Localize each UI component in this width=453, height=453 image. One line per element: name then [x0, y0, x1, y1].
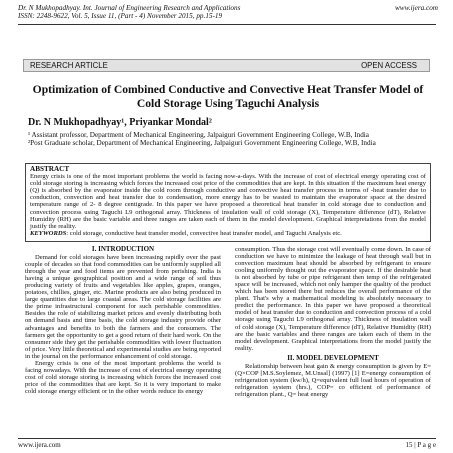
- right-column: [235, 246, 431, 398]
- footer-page-number: 15 | P a g e: [405, 441, 436, 449]
- footer-site[interactable]: www.ijera.com: [18, 441, 61, 449]
- keywords-label: KEYWORDS: [30, 229, 67, 237]
- introduction-paragraph-2: Energy crisis is one of the most important problems the world is facing nowadays. With the increase of cost of electrical energy operating cost of cold storage storing is increasing which forces the increased cost price of the commodities that are kept. So it is very important to make cold storage energy efficient or in the other words reduce its energy: [25, 359, 221, 395]
- paper-title: Optimization of Combined Conductive and Convective Heat Transfer Model of Cold Storage Using Taguchi Analysis: [32, 83, 424, 110]
- model-development-heading: II. MODEL DEVELOPMENT: [287, 353, 379, 362]
- banner-research-article: RESEARCH ARTICLE: [30, 61, 108, 70]
- paper-authors: Dr. N Mukhopadhyay¹, Priyankar Mondal²: [28, 117, 212, 128]
- model-development-paragraph: Relationship between heat gain & energy consumption is given by E= (Q×COP [M.S.Soylemez, M.Unsal] (1997) [1] E=energy consumption of refrigeration system (kw/h), Q=equivalent full load hours of operation of refrigeration system (hrs.), COP= co efficient of performance of refrigeration plant., Q= heat energy: [235, 362, 431, 398]
- affiliations: [28, 131, 428, 148]
- abstract-body: Energy crisis is one of the most important problems the world is facing now-a-days. With the increase of cost of electrical energy operating cost of cold storage storing is increasing which forces the increased cost price of the commodities that are kept. In this situation if the maximum heat energy (Q) is absorbed by the evaporator inside the cold room through conductive and convective heat transfer process in terms of -heat transfer due to conduction, convection and heat transfer due to condensation, more energy has to be wasted to maintain the evaporator space at the desired temperature range of 2- 8 degree centigrade. In this paper we have proposed a theoretical heat transfer in cold storage due to conduction and convection process using Taguchi L9 orthogonal array. Thickness of insulation wall of cold storage (X), Temperature difference (dT), Relative Humidity (RH) are the basic variable and three ranges are taken each of them in the model development. Graphical interpretations from the model justify the reality.: [30, 173, 426, 230]
- affiliation-2: ²Post Graduate scholar, Department of Mechanical Engineering, Jalpaiguri Government Engineering College, W.B, India: [28, 139, 376, 148]
- keywords-text: : cold storage, conductive heat transfer model, convective heat transfer model, and Taguchi Analysis etc.: [66, 229, 342, 237]
- article-type-banner: [23, 59, 430, 72]
- keywords-line: [30, 230, 426, 237]
- introduction-heading: I. INTRODUCTION: [91, 245, 155, 253]
- banner-open-access: OPEN ACCESS: [361, 61, 417, 70]
- header-issn: ISSN: 2248-9622, Vol. 5, Issue 11, (Part - 4) November 2015, pp.15-19: [18, 12, 223, 20]
- abstract-heading: ABSTRACT: [30, 165, 70, 173]
- introduction-paragraph-1: Demand for cold storages have been increasing rapidly over the past couple of decades so that food commodities can be uniformly supplied all through the year and food items are prevented from perishing. India is having a unique geographical position and a wide range of soil thus producing variety of fruits and vegetables like apples, grapes, oranges, potatoes, chillies, ginger, etc. Marine products are also being produced in large quantities due to large coastal areas. The cold storage facilities are the prime infrastructural component for such perishable commodities. Besides the role of stabilizing market prices and evenly distributing both on demand basis and time basis, the cold storage industry provide other advantages and benefits to both the farmers and the consumers. The farmers get the opportunity to get a good return of their hard work. On the consumer side they get the perishable commodities with lower fluctuation of price. Very little theoretical and experimental studies are being reported in the journal on the performance enhancement of cold storage.: [25, 254, 221, 360]
- running-header: [18, 4, 438, 20]
- page-footer: [18, 438, 436, 449]
- header-citation: Dr. N Mukhopadhyay. Int. Journal of Engineering Research and Applications: [18, 4, 241, 12]
- header-rule: [18, 24, 436, 25]
- introduction-continued: consumption. Thus the storage cost will eventually come down. In case of conduction we have to minimize the leakage of heat through wall but in convection maximum heat should be absorbed by refrigerant to ensure cooling uniformly thought out the evaporator space. If the desirable heat is not absorbed by tube or pipe refrigerant then temp of the refrigerated space will be increased, which not only hamper the quality of the product which has been stored there but reduces the overall performance of the plant. That's why a mathematical modeling is absolutely necessary to predict the performance. In this paper we have proposed a theoretical model of heat transfer due to conduction and convection process of a cold storage using Taguchi L9 orthogonal array. Thickness of insulation wall of cold storage (X), Temperature difference (dT), Relative Humidity (RH) are the basic variables and three ranges are taken each of them in the model development. Graphical interpretations from the model justify the reality.: [235, 246, 431, 352]
- left-column: [25, 246, 221, 395]
- affiliation-1: ¹ Assistant professor, Department of Mechanical Engineering, Jalpaiguri Government Engineering College, W.B, India: [28, 131, 369, 139]
- abstract-box: [25, 163, 431, 242]
- header-site[interactable]: www.ijera.com: [395, 4, 438, 12]
